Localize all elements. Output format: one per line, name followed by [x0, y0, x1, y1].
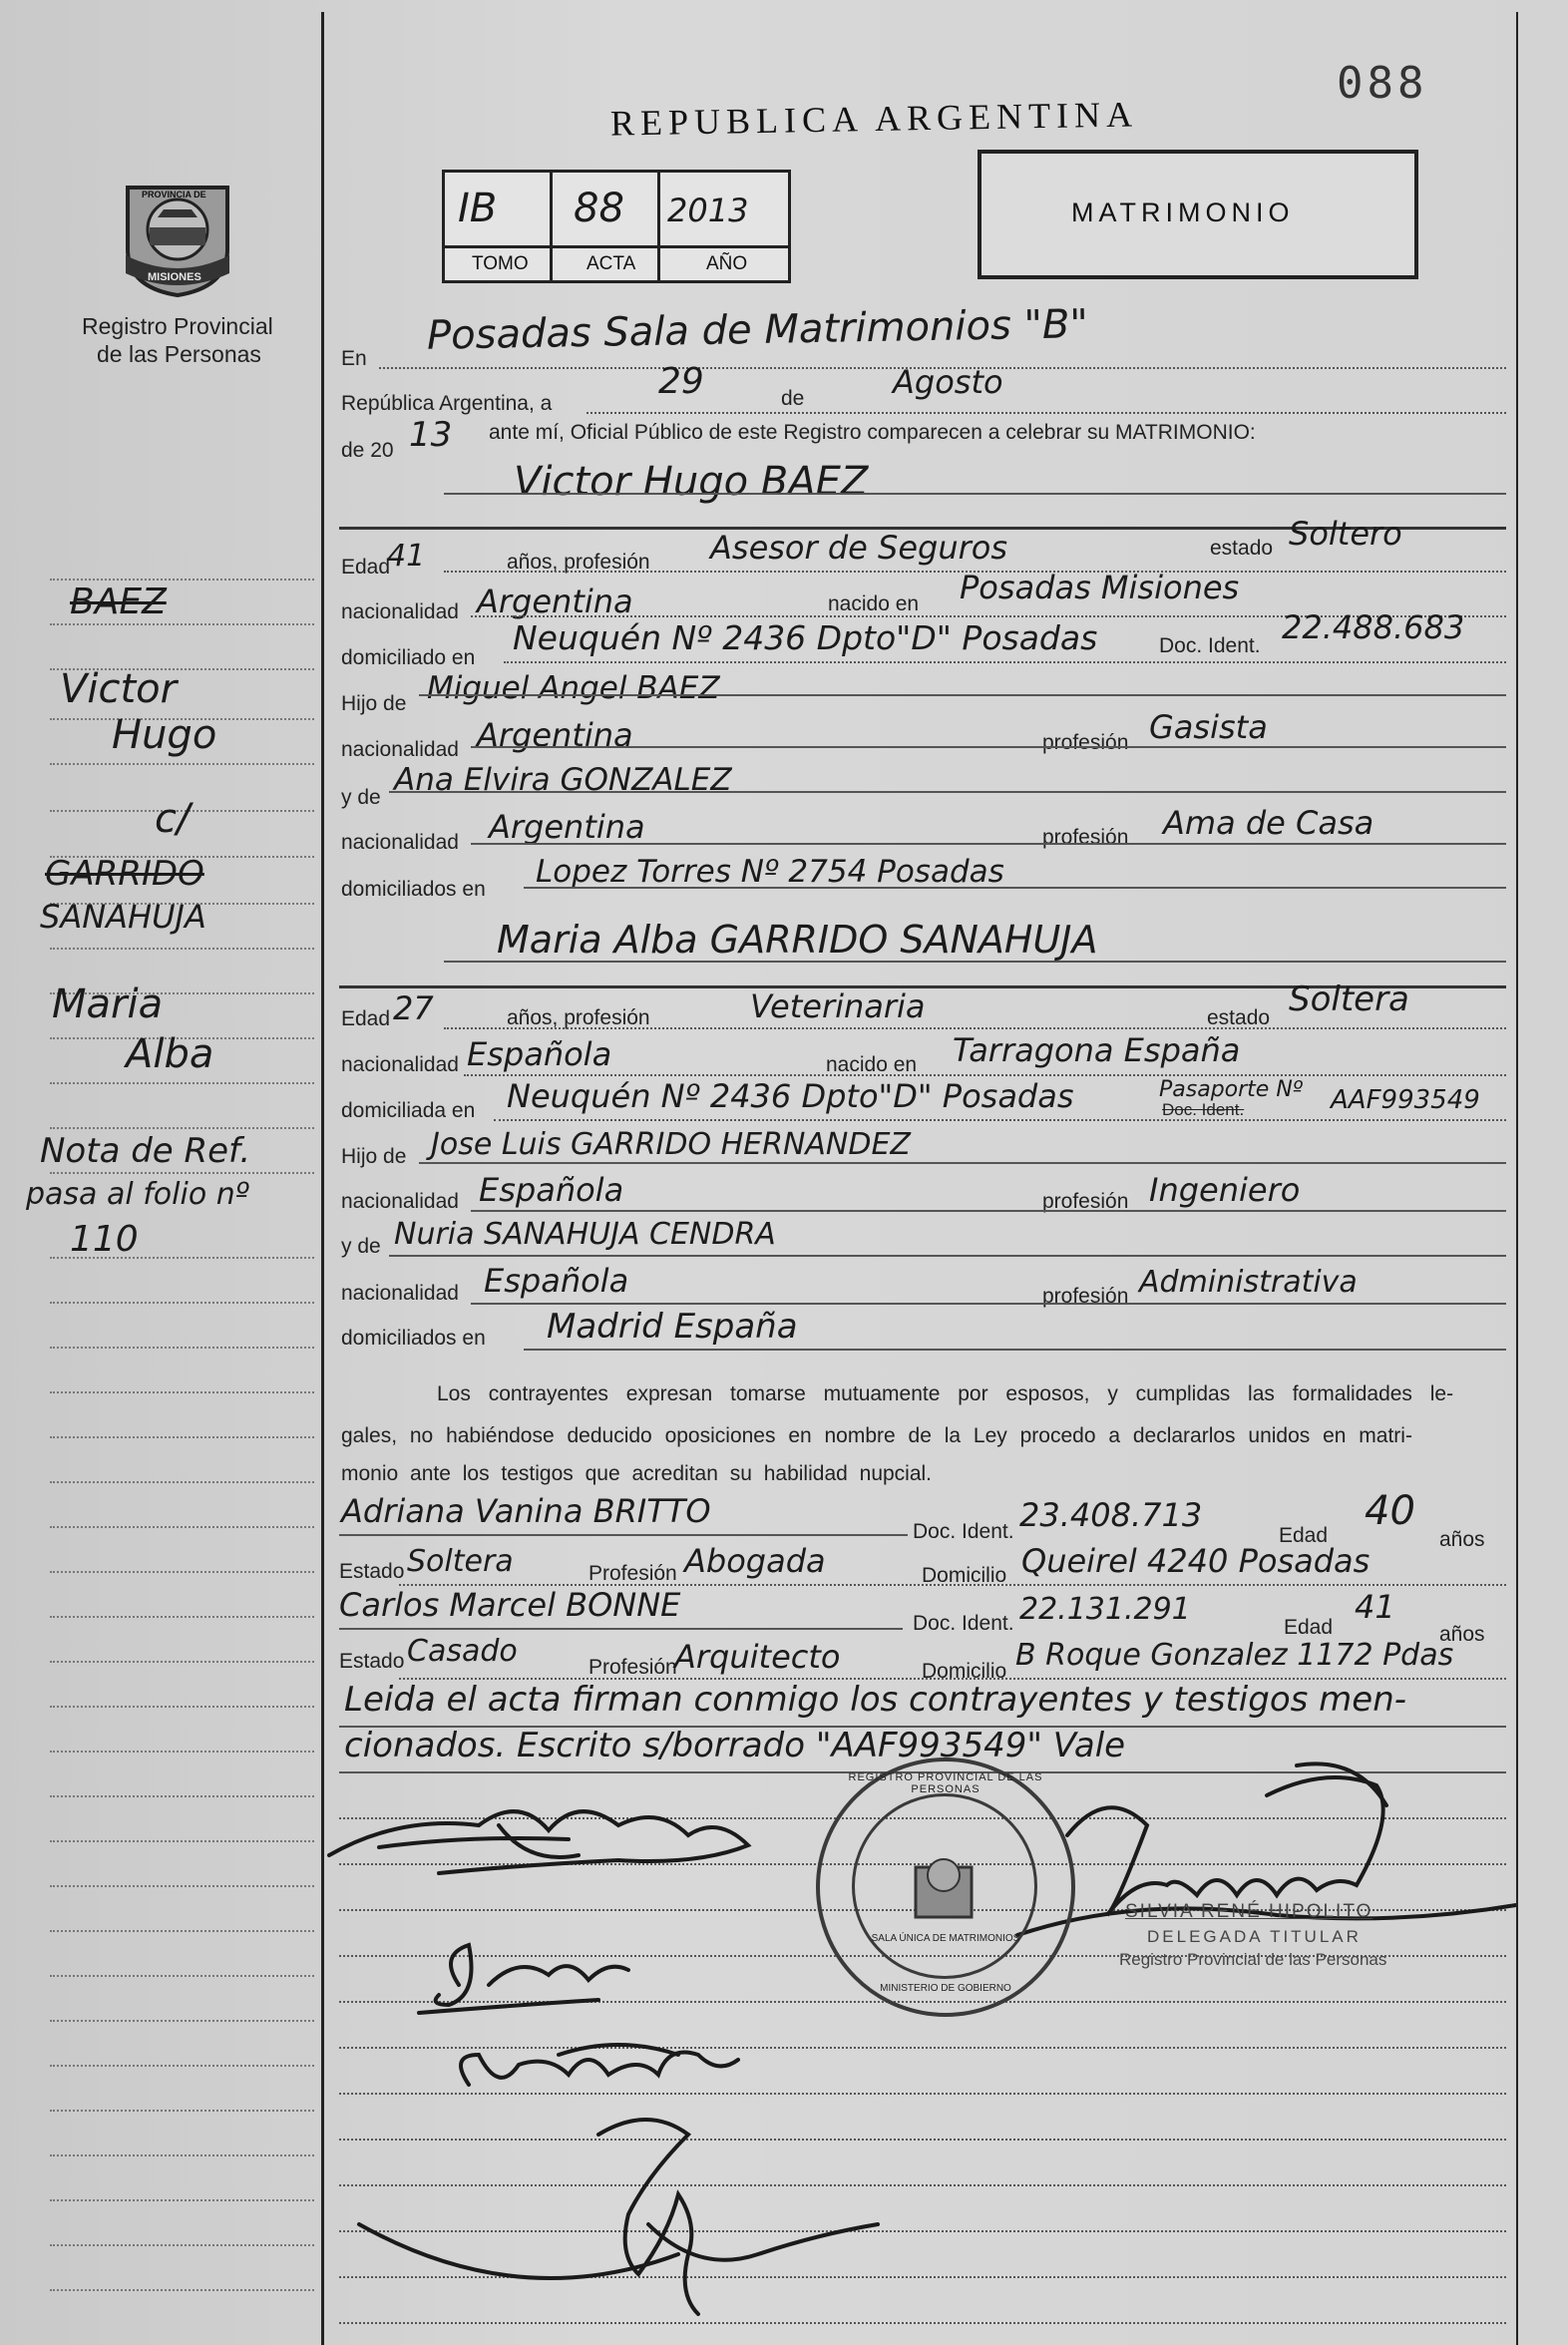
groom-born-in: Posadas Misiones	[960, 569, 1240, 606]
declaration-line1: Los contrayentes expresan tomarse mutuamente por esposos, y cumplidas las formalidades le-	[437, 1382, 1454, 1405]
margin-surname2a: GARRIDO	[45, 854, 204, 894]
bride-mother-profession-label: profesión	[1042, 1285, 1129, 1308]
margin-surname2b: SANAHUJA	[40, 898, 206, 936]
groom-profession: Asesor de Seguros	[710, 529, 1007, 567]
margin-given2a: Maria	[52, 981, 164, 1027]
declaration-line3: monio ante los testigos que acreditan su habilidad nupcial.	[341, 1462, 933, 1485]
marriage-place: Posadas Sala de Matrimonios "B"	[426, 301, 1089, 359]
groom-father-nationality: Argentina	[477, 716, 633, 754]
witness2-name: Carlos Marcel BONNE	[339, 1586, 681, 1624]
stamp-emblem-icon	[816, 1758, 1075, 2017]
groom-mother-profession: Ama de Casa	[1163, 804, 1374, 842]
groom-estado-label: estado	[1210, 537, 1274, 560]
official-registry: Registro Provincial de las Personas	[1119, 1950, 1387, 1969]
ante-mi-text: ante mí, Oficial Público de este Registro comparecen a celebrar su MATRIMONIO:	[489, 421, 1256, 444]
closing-line2: cionados. Escrito s/borrado "AAF993549" Vale	[344, 1726, 1126, 1765]
country-title: REPUBLICA ARGENTINA	[609, 94, 1139, 144]
groom-parents-address-label: domiciliados en	[341, 878, 486, 901]
witness2-status: Casado	[407, 1634, 518, 1669]
witness2-age-label: Edad	[1284, 1616, 1334, 1639]
official-stamp	[816, 1758, 1075, 2017]
witness1-name: Adriana Vanina BRITTO	[341, 1492, 711, 1530]
signature-witness1	[461, 2053, 738, 2086]
bride-estado-label: estado	[1207, 1006, 1271, 1029]
witness2-profession-label: Profesión	[588, 1656, 677, 1679]
witness2-anios-label: años	[1439, 1623, 1485, 1646]
bride-age: 27	[393, 989, 434, 1027]
groom-nationality: Argentina	[477, 583, 633, 620]
groom-father-label: Hijo de	[341, 692, 407, 715]
bride-father-profession-label: profesión	[1042, 1190, 1129, 1213]
bride-profession: Veterinaria	[750, 987, 926, 1025]
closing-line1: Leida el acta firman conmigo los contrayentes y testigos men-	[344, 1680, 1407, 1720]
groom-parents-address: Lopez Torres Nº 2754 Posadas	[536, 854, 1004, 890]
bride-mother-nationality: Española	[484, 1262, 629, 1300]
witness1-profession-label: Profesión	[588, 1562, 677, 1585]
groom-nacido-en-label: nacido en	[828, 592, 920, 615]
stamp-bottom-text: MINISTERIO DE GOBIERNO	[880, 1983, 1011, 1994]
signature-bride	[436, 1945, 628, 2005]
bride-father-nationality: Española	[479, 1171, 624, 1209]
witness1-profession: Abogada	[684, 1542, 826, 1580]
witness1-address-label: Domicilio	[922, 1564, 1007, 1587]
republica-label: República Argentina, a	[341, 392, 553, 415]
margin-connector: c/	[155, 796, 191, 842]
bride-doc-label-struck: Doc. Ident.	[1162, 1100, 1245, 1119]
tomo-value: IB	[458, 186, 498, 231]
de-label: de	[781, 387, 805, 410]
bride-address: Neuquén Nº 2436 Dpto"D" Posadas	[507, 1077, 1074, 1115]
bride-parents-address-label: domiciliados en	[341, 1327, 486, 1350]
groom-name: Victor Hugo BAEZ	[514, 459, 869, 505]
right-border-line	[1516, 12, 1518, 2345]
groom-anios-profesion-label: años, profesión	[507, 551, 650, 574]
margin-note-line2: pasa al folio nº	[26, 1177, 249, 1212]
groom-age: 41	[387, 539, 426, 574]
margin-given2b: Alba	[126, 1031, 214, 1077]
bride-father-label: Hijo de	[341, 1145, 407, 1168]
groom-father-profession-label: profesión	[1042, 731, 1129, 754]
signature-witness2	[598, 2120, 698, 2314]
bride-nacido-en-label: nacido en	[826, 1053, 918, 1076]
groom-doc-label: Doc. Ident.	[1159, 634, 1261, 657]
folio-number: 088	[1337, 58, 1428, 109]
witness1-age: 40	[1365, 1488, 1415, 1534]
groom-address: Neuquén Nº 2436 Dpto"D" Posadas	[513, 618, 1098, 657]
margin-given1a: Victor	[60, 666, 178, 712]
marriage-month: Agosto	[893, 363, 1003, 401]
bride-parents-address: Madrid España	[547, 1307, 798, 1347]
groom-father-nationality-label: nacionalidad	[341, 738, 459, 761]
witness2-profession: Arquitecto	[674, 1638, 841, 1676]
signature-official	[1067, 1777, 1383, 1915]
bride-status: Soltera	[1289, 979, 1409, 1019]
registry-name-line2: de las Personas	[97, 341, 261, 367]
de20-label: de 20	[341, 439, 394, 462]
groom-age-label: Edad	[341, 556, 391, 579]
witness1-doc-label: Doc. Ident.	[913, 1520, 1014, 1543]
groom-father: Miguel Angel BAEZ	[427, 670, 720, 706]
bride-passport-label: Pasaporte Nº	[1159, 1077, 1304, 1102]
groom-father-profession: Gasista	[1149, 708, 1268, 746]
seal-bottom-text: MISIONES	[148, 271, 201, 283]
record-box	[442, 170, 791, 284]
document-type-label: MATRIMONIO	[1071, 197, 1295, 227]
witness1-status: Soltera	[407, 1544, 514, 1579]
margin-given1b: Hugo	[112, 712, 217, 758]
witness2-address: B Roque Gonzalez 1172 Pdas	[1015, 1638, 1454, 1673]
anio-value: 2013	[667, 192, 749, 229]
witness1-status-label: Estado	[339, 1560, 405, 1583]
document-type-box	[978, 150, 1418, 279]
bride-born-in: Tarragona España	[953, 1031, 1241, 1069]
bride-doc: AAF993549	[1331, 1085, 1480, 1115]
anio-label: AÑO	[706, 253, 748, 274]
witness2-address-label: Domicilio	[922, 1660, 1007, 1683]
bride-mother: Nuria SANAHUJA CENDRA	[394, 1217, 776, 1252]
witness2-doc-label: Doc. Ident.	[913, 1612, 1014, 1635]
official-name: SILVIA RENÉ HIPOLITO	[1125, 1901, 1373, 1922]
bride-anios-profesion-label: años, profesión	[507, 1006, 650, 1029]
groom-mother-profession-label: profesión	[1042, 826, 1129, 849]
bride-address-label: domiciliada en	[341, 1099, 476, 1122]
groom-mother: Ana Elvira GONZALEZ	[394, 762, 732, 798]
bride-mother-profession: Administrativa	[1139, 1265, 1358, 1300]
bride-father: Jose Luis GARRIDO HERNANDEZ	[431, 1127, 911, 1162]
official-role: DELEGADA TITULAR	[1147, 1927, 1362, 1946]
witness1-address: Queirel 4240 Posadas	[1021, 1542, 1371, 1580]
bride-father-nationality-label: nacionalidad	[341, 1190, 459, 1213]
bride-mother-nationality-label: nacionalidad	[341, 1282, 459, 1305]
bride-nationality: Española	[467, 1035, 612, 1073]
groom-doc: 22.488.683	[1282, 608, 1465, 646]
groom-mother-label: y de	[341, 786, 381, 809]
bride-mother-label: y de	[341, 1235, 381, 1258]
witness2-status-label: Estado	[339, 1650, 405, 1673]
witness1-doc: 23.408.713	[1019, 1496, 1203, 1534]
declaration-line2: gales, no habiéndose deducido oposiciones en nombre de la Ley procedo a declararlos unidos en matri-	[341, 1424, 1412, 1447]
bride-age-label: Edad	[341, 1007, 391, 1030]
witness2-doc: 22.131.291	[1019, 1592, 1191, 1627]
margin-note-line3: 110	[70, 1219, 139, 1260]
acta-value: 88	[574, 186, 624, 231]
groom-nationality-label: nacionalidad	[341, 600, 459, 623]
registry-name-line1: Registro Provincial	[82, 313, 273, 339]
seal-top-text: PROVINCIA DE	[142, 190, 206, 199]
margin-surname1: BAEZ	[70, 582, 167, 622]
groom-status: Soltero	[1289, 515, 1402, 553]
groom-mother-nationality-label: nacionalidad	[341, 831, 459, 854]
witness1-age-label: Edad	[1279, 1524, 1329, 1547]
stamp-inner-text: SALA ÚNICA DE MATRIMONIOS	[871, 1933, 1020, 1944]
signature-groom	[329, 1811, 748, 1873]
witness1-anios-label: años	[1439, 1528, 1485, 1551]
stamp-outer-text: REGISTRO PROVINCIAL DE LAS PERSONAS	[848, 1771, 1043, 1795]
margin-note-line1: Nota de Ref.	[40, 1131, 251, 1171]
province-seal	[118, 170, 237, 299]
groom-address-label: domiciliado en	[341, 646, 476, 669]
bride-name: Maria Alba GARRIDO SANAHUJA	[497, 918, 1098, 962]
groom-mother-nationality: Argentina	[489, 808, 645, 846]
marriage-day: 29	[658, 361, 704, 402]
bride-father-profession: Ingeniero	[1149, 1171, 1301, 1209]
en-label: En	[341, 347, 367, 370]
acta-label: ACTA	[587, 253, 636, 274]
marriage-year-suffix: 13	[409, 415, 453, 455]
bride-nationality-label: nacionalidad	[341, 1053, 459, 1076]
witness2-age: 41	[1355, 1588, 1395, 1626]
tomo-label: TOMO	[472, 253, 529, 274]
